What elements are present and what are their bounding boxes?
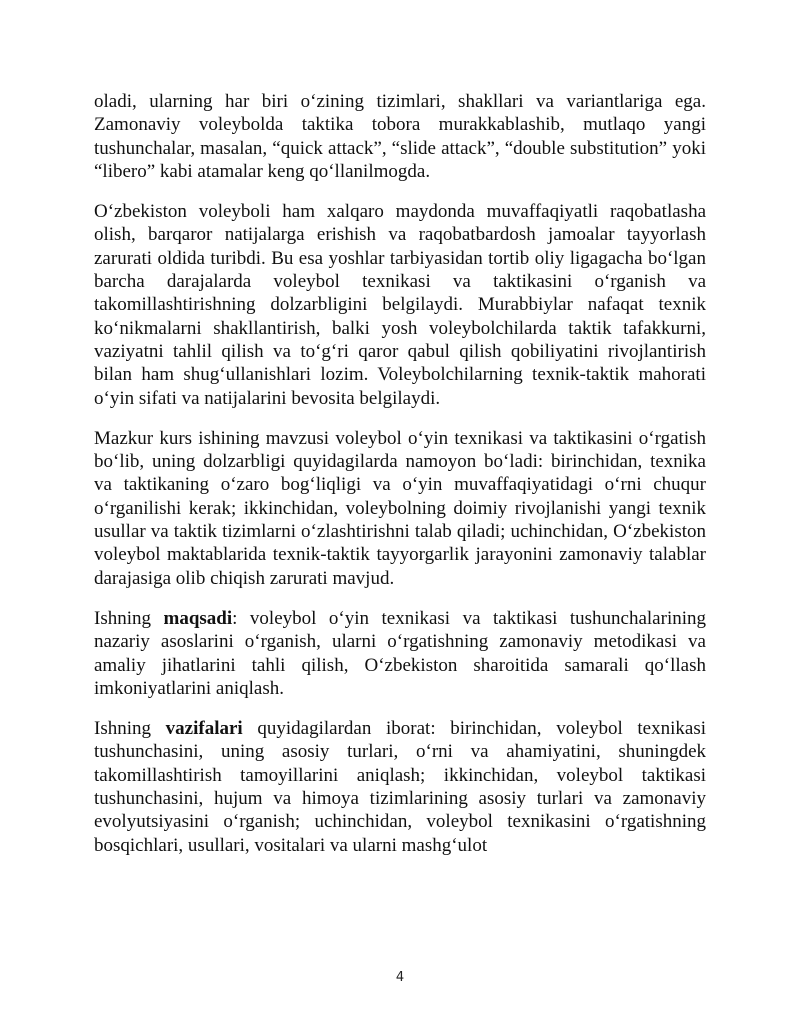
paragraph-text: quyidagilardan iborat: birinchidan, voleybol texnikasi tushunchasini, uning asosiy turlari, o‘rni va ahamiyatini, shuningdek takomillashtirish tamoyillarini aniqlash; ikkinchidan, voleybol taktikasi tushunchasini, hujum va himoya tizimlarining asosiy turlari va zamonaviy evolyutsiyasini o‘rganish; uchinchidan, voleybol texnikasini o‘rgatishning bosqichlari, usullari, vositalari va ularni mashg‘ulot [94, 718, 706, 856]
paragraph-uzbekistan-volleyball [94, 200, 706, 410]
paragraph-text: Ishning [94, 607, 164, 629]
bold-term-goal: maqsadi [163, 607, 233, 629]
paragraph-intro-tactics [94, 90, 706, 183]
bold-term-tasks: vazifalari [165, 718, 243, 740]
paragraph-tasks [94, 717, 706, 857]
paragraph-text: : voleybol o‘yin texnikasi va taktikasi tushunchalarining nazariy asoslarini o‘rganish, ularni o‘rgatishning zamonaviy metodikasi va amaliy jihatlarini tahli qilish, O‘zbekiston sharoitida samarali qo‘llash imkoniyatlarini aniqlash. [94, 607, 707, 699]
paragraph-text: Mazkur kurs ishining mavzusi voleybol o‘yin texnikasi va taktikasini o‘rgatish bo‘lib, uning dolzarbligi quyidagilarda namoyon bo‘ladi: birinchidan, texnika va taktikaning o‘zaro bog‘liqligi va o‘yin muvaffaqiyatidagi o‘rni chuqur o‘rganilishi kerak; ikkinchidan, voleybolning doimiy rivojlanishi yangi texnik usullar va taktik tizimlarni o‘zlashtirishni talab qiladi; uchinchidan, O‘zbekiston voleybol maktablarida texnik-taktik tayyorgarlik jarayonini zamonaviy talablar darajasiga olib chiqish zarurati mavjud. [94, 427, 706, 589]
paragraph-goal [94, 607, 706, 700]
paragraph-text: Ishning [94, 718, 166, 740]
page-number: 4 [395, 970, 405, 985]
paragraph-course-topic [94, 427, 706, 590]
paragraph-text: O‘zbekiston voleyboli ham xalqaro maydonda muvaffaqiyatli raqobatlasha olish, barqaror natijalarga erishish va raqobatbardosh jamoalar tayyorlash zarurati oldida turibdi. Bu esa yoshlar tarbiyasidan tortib oliy ligagacha bo‘lgan barcha darajalarda voleybol texnikasi va taktikasini o‘rganish va takomillashtirishning dolzarbligini belgilaydi. Murabbiylar nafaqat texnik ko‘nikmalarni shakllantirish, balki yosh voleybolchilarda taktik tafakkurni, vaziyatni tahlil qilish va to‘g‘ri qaror qabul qilish qobiliyatini rivojlantirish bilan ham shug‘ullanishlari lozim. Voleybolchilarning texnik-taktik mahorati o‘yin sifati va natijalarini bevosita belgilaydi. [94, 201, 706, 409]
document-body [94, 90, 706, 874]
paragraph-text: oladi, ularning har biri o‘zining tizimlari, shakllari va variantlariga ega. Zamonaviy voleybolda taktika tobora murakkablashib, mutlaqo yangi tushunchalar, masalan, “quick attack”, “slide attack”, “double substitution” yoki “libero” kabi atamalar keng qo‘llanilmogda. [94, 91, 706, 182]
